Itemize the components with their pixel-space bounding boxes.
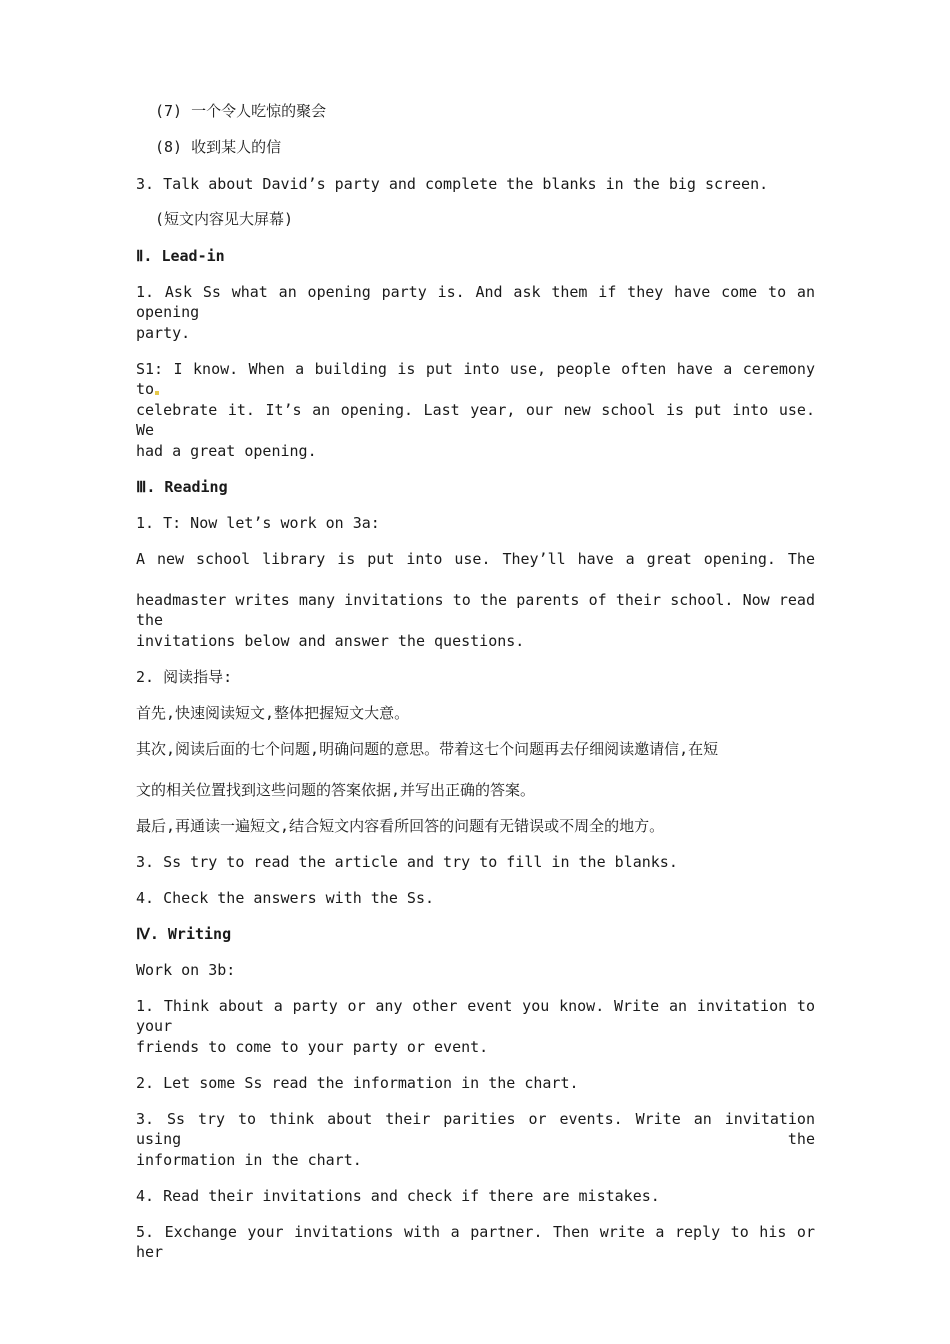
text-line: 最后,再通读一遍短文,结合短文内容看所回答的问题有无错误或不周全的地方。 [136, 817, 665, 835]
text-line: friends to come to your party or event. [136, 1038, 489, 1056]
text-line: headmaster writes many invitations to the parents of their school. Now read the [136, 591, 815, 629]
text-line: celebrate it. It’s an opening. Last year, our new school is put into use. We [136, 401, 815, 439]
text-line: 3. Ss try to read the article and try to fill in the blanks. [136, 853, 678, 871]
text-line: 文的相关位置找到这些问题的答案依据,并写出正确的答案。 [136, 781, 536, 799]
text-line: 其次,阅读后面的七个问题,明确问题的意思。带着这七个问题再去仔细阅读邀请信,在短 [136, 740, 719, 758]
text-line: 3. Ss try to think about their parities or events. Write an invitation using the [136, 1110, 815, 1148]
text-line: 2. 阅读指导: [136, 668, 233, 686]
text-line: 1. Ask Ss what an opening party is. And ask them if they have come to an opening [136, 283, 815, 321]
text-line: had a great opening. [136, 442, 317, 460]
text-line: 3. Talk about David’s party and complete the blanks in the big screen. [136, 175, 769, 193]
section-heading: Ⅱ. Lead-in [136, 247, 225, 265]
section-heading: Ⅳ. Writing [136, 925, 232, 943]
text-line-content: S1: I know. When a building is put into use, people often have a ceremony to [136, 360, 815, 398]
text-line: 1. T: Now let’s work on 3a: [136, 514, 380, 532]
text-line: 5. Exchange your invitations with a partner. Then write a reply to his or her [136, 1223, 815, 1261]
text-line: (7) 一个令人吃惊的聚会 [155, 102, 327, 120]
text-line: 1. Think about a party or any other event you know. Write an invitation to your [136, 997, 815, 1035]
text-line: 首先,快速阅读短文,整体把握短文大意。 [136, 704, 410, 722]
edit-mark-icon [155, 391, 159, 395]
text-line: (8) 收到某人的信 [155, 138, 282, 156]
text-line: 4. Read their invitations and check if there are mistakes. [136, 1187, 660, 1205]
text-line: 2. Let some Ss read the information in the chart. [136, 1074, 579, 1092]
text-line: (短文内容见大屏幕) [155, 210, 294, 228]
text-line: A new school library is put into use. They’ll have a great opening. The [136, 550, 815, 568]
text-line: invitations below and answer the questions. [136, 632, 525, 650]
text-line: Work on 3b: [136, 961, 236, 979]
text-line: 4. Check the answers with the Ss. [136, 889, 435, 907]
section-heading: Ⅲ. Reading [136, 478, 228, 496]
text-line: party. [136, 324, 191, 342]
text-line: information in the chart. [136, 1151, 362, 1169]
text-line [136, 359, 815, 399]
